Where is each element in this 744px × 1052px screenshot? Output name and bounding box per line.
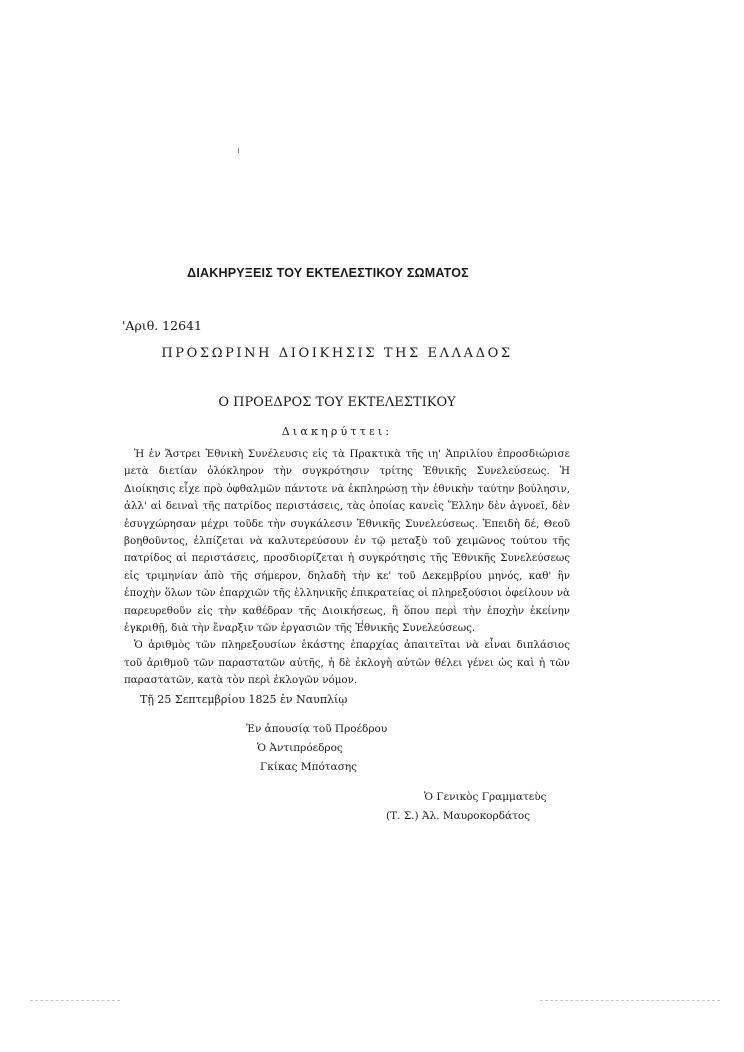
signature-line: Γκίκας Μπότασης — [260, 761, 358, 773]
signature-line: (Τ. Σ.) Ἀλ. Μαυροκορδάτος — [386, 810, 531, 822]
paragraph: Ὁ ἀριθμὸς τῶν πληρεξουσίων ἑκάστης ἐπαρχίας ἀπαιτεῖται νὰ εἶναι διπλάσιος τοῦ ἀριθμοῦ τῶν παραστατῶν αὐτῆς, ἡ δὲ ἐκλογὴ αὐτῶν θέλει γένει ὡς καὶ ἡ τῶν παραστατῶν, κατὰ τὸν περὶ ἐκλογῶν νόμον. — [124, 639, 570, 687]
scan-mark — [238, 148, 239, 153]
document-heading: ΔΙΑΚΗΡΥΞΕΙΣ ΤΟΥ ΕΚΤΕΛΕΣΤΙΚΟΥ ΣΩΜΑΤΟΣ — [187, 266, 469, 280]
government-title: ΠΡΟΣΩΡΙΝΗ ΔΙΟΙΚΗΣΙΣ ΤΗΣ ΕΛΛΑΔΟΣ — [161, 346, 513, 361]
signature-vice-president — [246, 720, 387, 777]
scan-edge-rule — [30, 1000, 120, 1001]
signature-secretary — [386, 788, 547, 826]
paragraph: Ἡ ἐν Ἄστρει Ἐθνικὴ Συνέλευσις εἰς τὰ Πρακτικὰ τῆς ιη' Ἀπριλίου ἐπροσδιώρισε μετὰ διετίαν ὁλόκληρον τὴν συγκρότησιν τρίτης Ἐθνικῆς Συνελεύσεως. Ἡ Διοίκησις εἶχε πρὸ ὀφθαλμῶν πάντοτε νὰ ἐκπληρώσῃ τὴν ἐθνικὴν ταύτην βούλησιν, ἀλλ' αἱ δειναὶ τῆς πατρίδος περιστάσεις, τὰς ὁποίας κανεὶς Ἕλλην δὲν ἀγνοεῖ, δὲν ἐσυγχώρησαν μέχρι τοῦδε τὴν συγκάλεσιν Ἐθνικῆς Συνελεύσεως. Ἐπειδὴ δέ, Θεοῦ βοηθοῦντος, ἐλπίζεται νὰ καλυτερεύσουν ἐν τῷ μεταξὺ τοῦ χειμῶνος τούτου τῆς πατρίδος αἱ περιστάσεις, προσδιορίζεται ἡ συγκρότησις τῆς Ἐθνικῆς Συνελεύσεως εἰς τριμηνίαν ἀπὸ τῆς σήμερον, δηλαδὴ τὴν κε' τοῦ Δεκεμβρίου μηνός, καθ' ἣν ἐποχὴν ὅλων τῶν ἐπαρχιῶν τῆς ἑλληνικῆς ἐπικρατείας οἱ πληρεξούσιοι ὀφείλουν νὰ παρευρεθοῦν εἰς τὴν καθέδραν τῆς Διοικήσεως, ἣ ὅπου περὶ τὴν ἐποχὴν ἐκείνην ἐγκριθῇ, διὰ τὴν ἔναρξιν τῶν ἐργασιῶν τῆς Ἐθνικῆς Συνελεύσεως. — [124, 448, 570, 635]
declares-label: Διακηρύττει: — [281, 425, 393, 438]
scan-edge-rule — [540, 1000, 720, 1001]
reference-number: 'Αριθ. 12641 — [122, 318, 202, 333]
signature-line: Ὁ Ἀντιπρόεδρος — [257, 742, 343, 754]
president-title: Ο ΠΡΟΕΔΡΟΣ ΤΟΥ ΕΚΤΕΛΕΣΤΙΚΟΥ — [218, 395, 456, 410]
declaration-body — [124, 446, 570, 690]
date-place: Τῇ 25 Σεπτεμβρίου 1825 ἐν Ναυπλίῳ — [140, 693, 348, 706]
signature-line: Ὁ Γενικὸς Γραμματεὺς — [424, 791, 547, 803]
signature-line: Ἐν ἀπουσίᾳ τοῦ Προέδρου — [246, 723, 388, 735]
